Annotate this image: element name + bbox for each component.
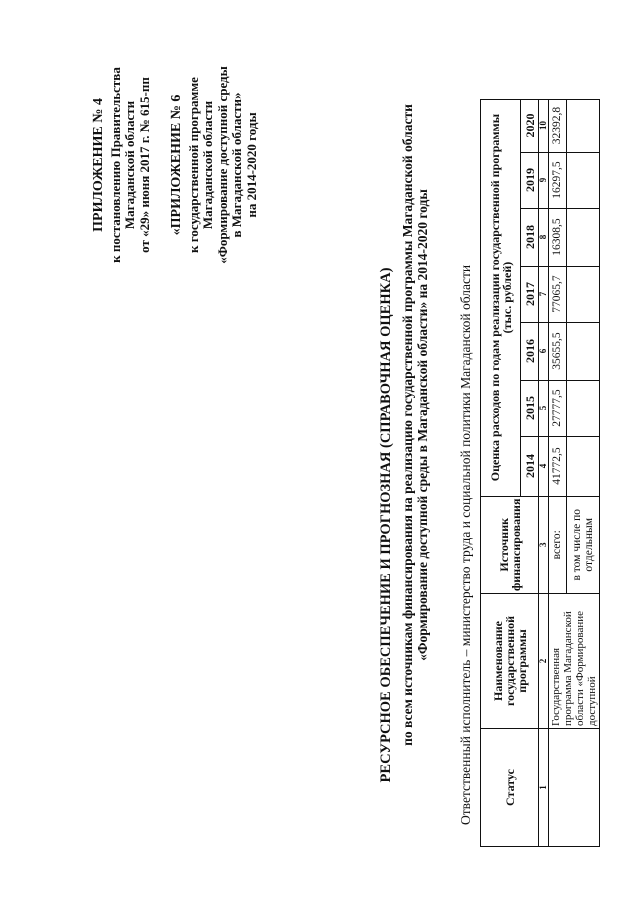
header-year: 2015 xyxy=(521,380,539,436)
header-year: 2018 xyxy=(521,208,539,266)
appendix-stamp xyxy=(92,45,259,285)
column-number: 2 xyxy=(539,594,549,729)
value-cell: 77065,7 xyxy=(549,266,567,322)
header-program-name: Наименование государственной программы xyxy=(481,594,539,729)
empty-cell xyxy=(566,380,599,436)
subheading-line: «Формирование доступной среды в Магаданской области» на 2014-2020 годы xyxy=(415,189,430,661)
document-subheading xyxy=(400,55,430,795)
column-number: 9 xyxy=(539,152,549,208)
program-name-cell: Государственная программа Магаданской области «Формирование доступной xyxy=(549,594,600,729)
document-heading: РЕСУРСНОЕ ОБЕСПЕЧЕНИЕ И ПРОГНОЗНАЯ (СПРАВОЧНАЯ ОЦЕНКА) xyxy=(378,267,394,783)
header-year: 2019 xyxy=(521,152,539,208)
header-estimate: Оценка расходов по годам реализации государственной программы (тыс. рублей) xyxy=(481,99,521,496)
header-year: 2016 xyxy=(521,322,539,380)
appendix-line: Магаданской области xyxy=(200,100,215,230)
appendix-line: к государственной программе xyxy=(185,77,201,253)
empty-cell xyxy=(566,266,599,322)
appendix-line: к постановлению Правительства xyxy=(107,67,123,263)
subheading-line: по всем источникам финансирования на реализацию государственной программы Магаданской области xyxy=(400,104,415,746)
value-cell: 16308,5 xyxy=(549,208,567,266)
column-number: 10 xyxy=(539,99,549,152)
inner-appendix-title: «ПРИЛОЖЕНИЕ № 6 xyxy=(169,94,184,236)
appendix-line: в Магаданской области» xyxy=(229,92,244,238)
empty-cell xyxy=(566,322,599,380)
table-row xyxy=(549,99,567,846)
column-number: 8 xyxy=(539,208,549,266)
empty-cell xyxy=(566,99,599,152)
appendix-line: «Формирование доступной среды xyxy=(214,66,230,264)
appendix-line: от «29» июня 2017 г. № 615-пп xyxy=(136,77,152,253)
column-number: 5 xyxy=(539,380,549,436)
value-cell: 16297,5 xyxy=(549,152,567,208)
responsible-executor: Ответственный исполнитель – министерство труда и социальной политики Магаданской области xyxy=(458,264,473,825)
value-cell: 41772,5 xyxy=(549,436,567,496)
appendix-line: Магаданской области xyxy=(122,100,137,230)
column-number: 4 xyxy=(539,436,549,496)
value-cell: 32392,8 xyxy=(549,99,567,152)
value-cell: 35655,5 xyxy=(549,322,567,380)
column-number: 3 xyxy=(539,496,549,593)
header-year: 2017 xyxy=(521,266,539,322)
header-year: 2014 xyxy=(521,436,539,496)
source-total-cell: всего: xyxy=(549,496,567,593)
value-cell: 27777,5 xyxy=(549,380,567,436)
header-source: Источник финансирования xyxy=(481,496,539,593)
empty-cell xyxy=(566,208,599,266)
header-year: 2020 xyxy=(521,99,539,152)
appendix-line: на 2014-2020 годы xyxy=(243,112,259,218)
appendix-title: ПРИЛОЖЕНИЕ № 4 xyxy=(91,98,106,232)
column-number: 7 xyxy=(539,266,549,322)
source-detail-cell: в том числе по отдельным xyxy=(566,496,599,593)
empty-cell xyxy=(566,436,599,496)
budget-table xyxy=(480,99,600,847)
empty-cell xyxy=(566,152,599,208)
status-cell xyxy=(549,729,600,847)
column-number: 1 xyxy=(539,729,549,847)
column-number: 6 xyxy=(539,322,549,380)
header-status: Статус xyxy=(481,729,539,847)
